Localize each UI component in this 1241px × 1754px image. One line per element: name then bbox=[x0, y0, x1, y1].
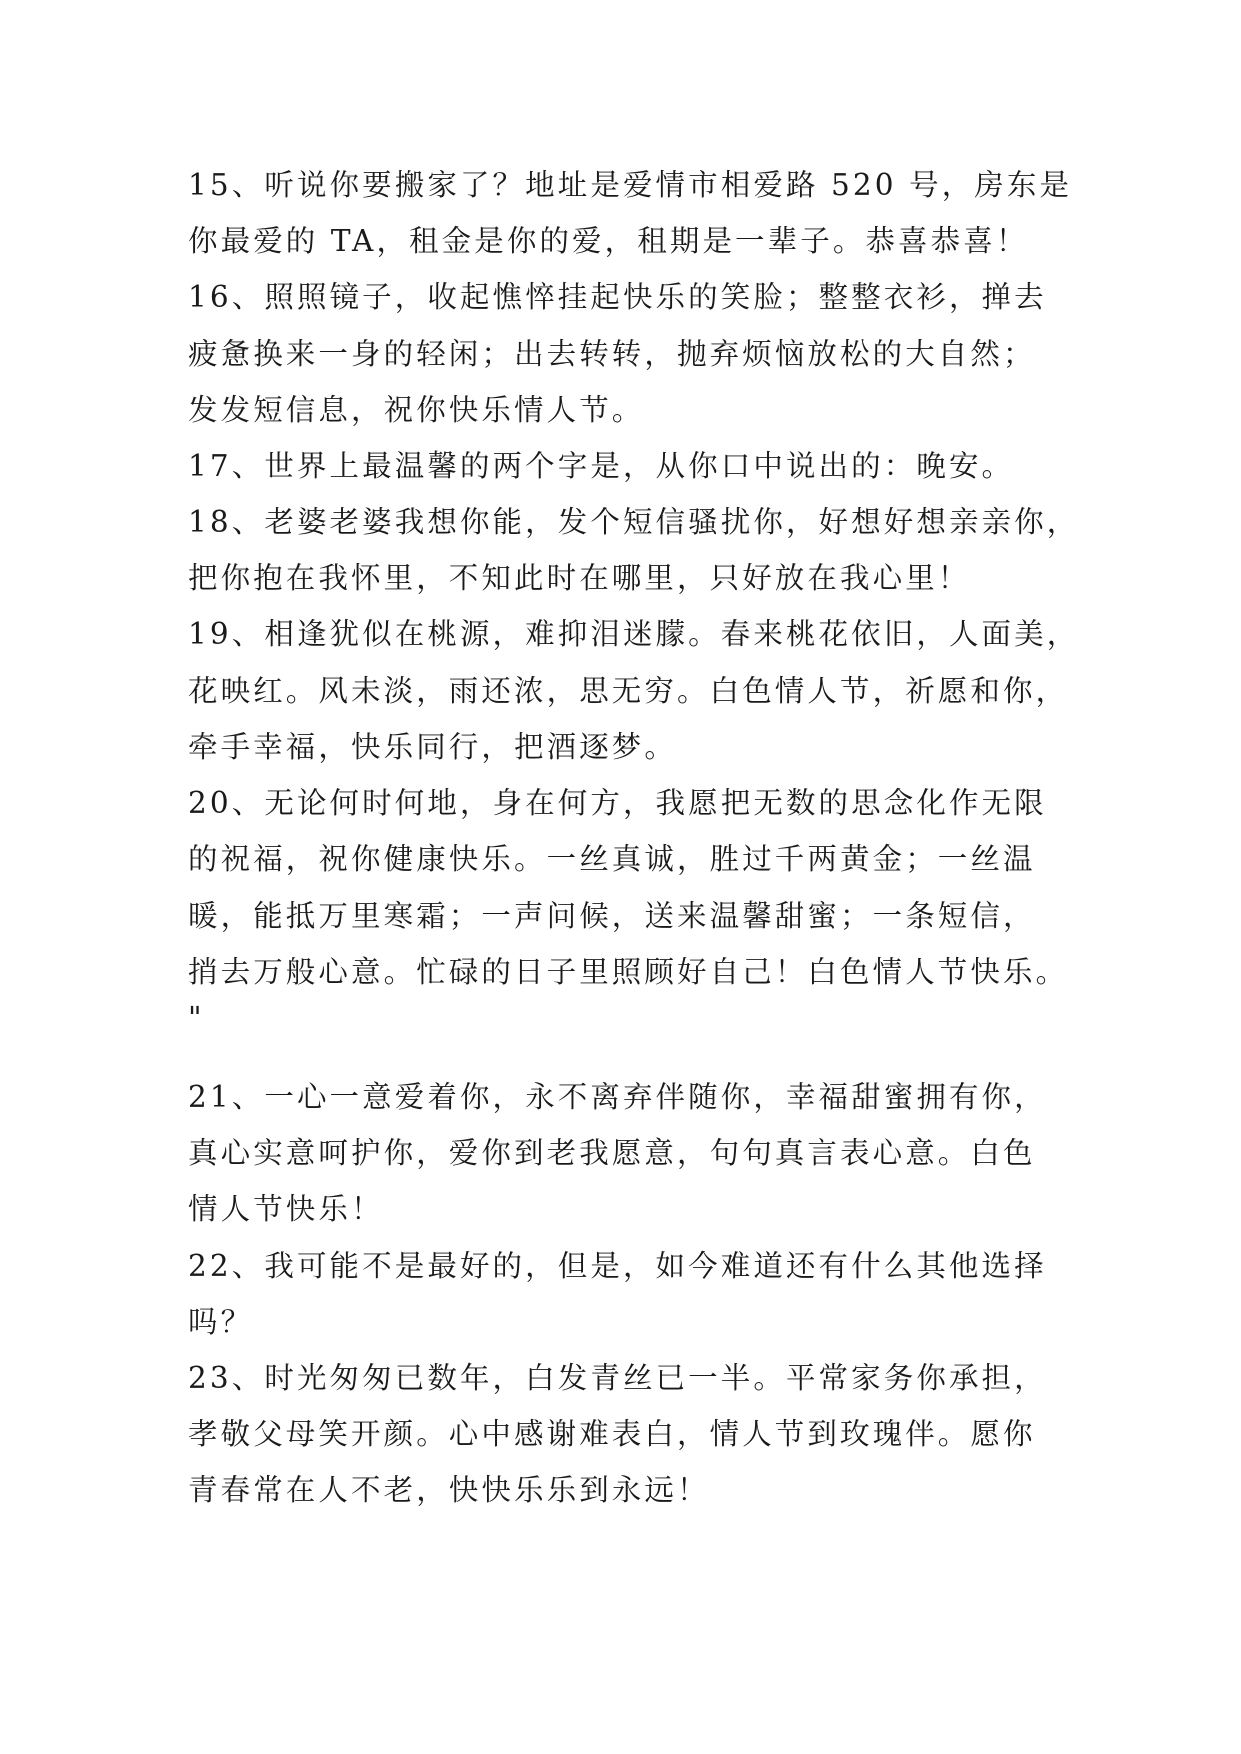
text-line: 16、照照镜子，收起憔悴挂起快乐的笑脸；整整衣衫，掸去 bbox=[188, 280, 1047, 314]
text-line: 17、世界上最温馨的两个字是，从你口中说出的：晚安。 bbox=[188, 449, 1015, 483]
text-line: 真心实意呵护你，爱你到老我愿意，句句真言表心意。白色 bbox=[188, 1136, 1036, 1170]
text-line: 情人节快乐！ bbox=[188, 1192, 384, 1226]
text-line: 捎去万般心意。忙碌的日子里照顾好自己！白色情人节快乐。 bbox=[188, 955, 1069, 989]
text-line: 20、无论何时何地，身在何方，我愿把无数的思念化作无限 bbox=[188, 786, 1047, 820]
text-line: 22、我可能不是最好的，但是，如今难道还有什么其他选择 bbox=[188, 1249, 1047, 1283]
text-line: 把你抱在我怀里，不知此时在哪里，只好放在我心里！ bbox=[188, 561, 971, 595]
text-line: 21、一心一意爱着你，永不离弃伴随你，幸福甜蜜拥有你， bbox=[188, 1080, 1047, 1114]
text-line: " bbox=[188, 1001, 205, 1035]
text-line: 暖，能抵万里寒霜；一声问候，送来温馨甜蜜；一条短信， bbox=[188, 899, 1036, 933]
text-line: 花映红。风未淡，雨还浓，思无穷。白色情人节，祈愿和你， bbox=[188, 674, 1069, 708]
text-line: 的祝福，祝你健康快乐。一丝真诚，胜过千两黄金；一丝温 bbox=[188, 842, 1036, 876]
text-line: 18、老婆老婆我想你能，发个短信骚扰你，好想好想亲亲你， bbox=[188, 505, 1080, 539]
text-line: 发发短信息，祝你快乐情人节。 bbox=[188, 393, 645, 427]
text-line: 青春常在人不老，快快乐乐到永远！ bbox=[188, 1473, 710, 1507]
text-line: 孝敬父母笑开颜。心中感谢难表白，情人节到玫瑰伴。愿你 bbox=[188, 1417, 1036, 1451]
text-line: 吗？ bbox=[188, 1305, 254, 1339]
text-line: 疲惫换来一身的轻闲；出去转转，抛弃烦恼放松的大自然； bbox=[188, 337, 1036, 371]
text-line: 牵手幸福，快乐同行，把酒逐梦。 bbox=[188, 730, 678, 764]
text-line: 19、相逢犹似在桃源，难抑泪迷朦。春来桃花依旧，人面美， bbox=[188, 617, 1080, 651]
text-line: 15、听说你要搬家了？地址是爱情市相爱路 520 号，房东是 bbox=[188, 168, 1073, 202]
text-line: 你最爱的 TA，租金是你的爱，租期是一辈子。恭喜恭喜！ bbox=[188, 224, 1029, 258]
text-line: 23、时光匆匆已数年，白发青丝已一半。平常家务你承担， bbox=[188, 1361, 1047, 1395]
